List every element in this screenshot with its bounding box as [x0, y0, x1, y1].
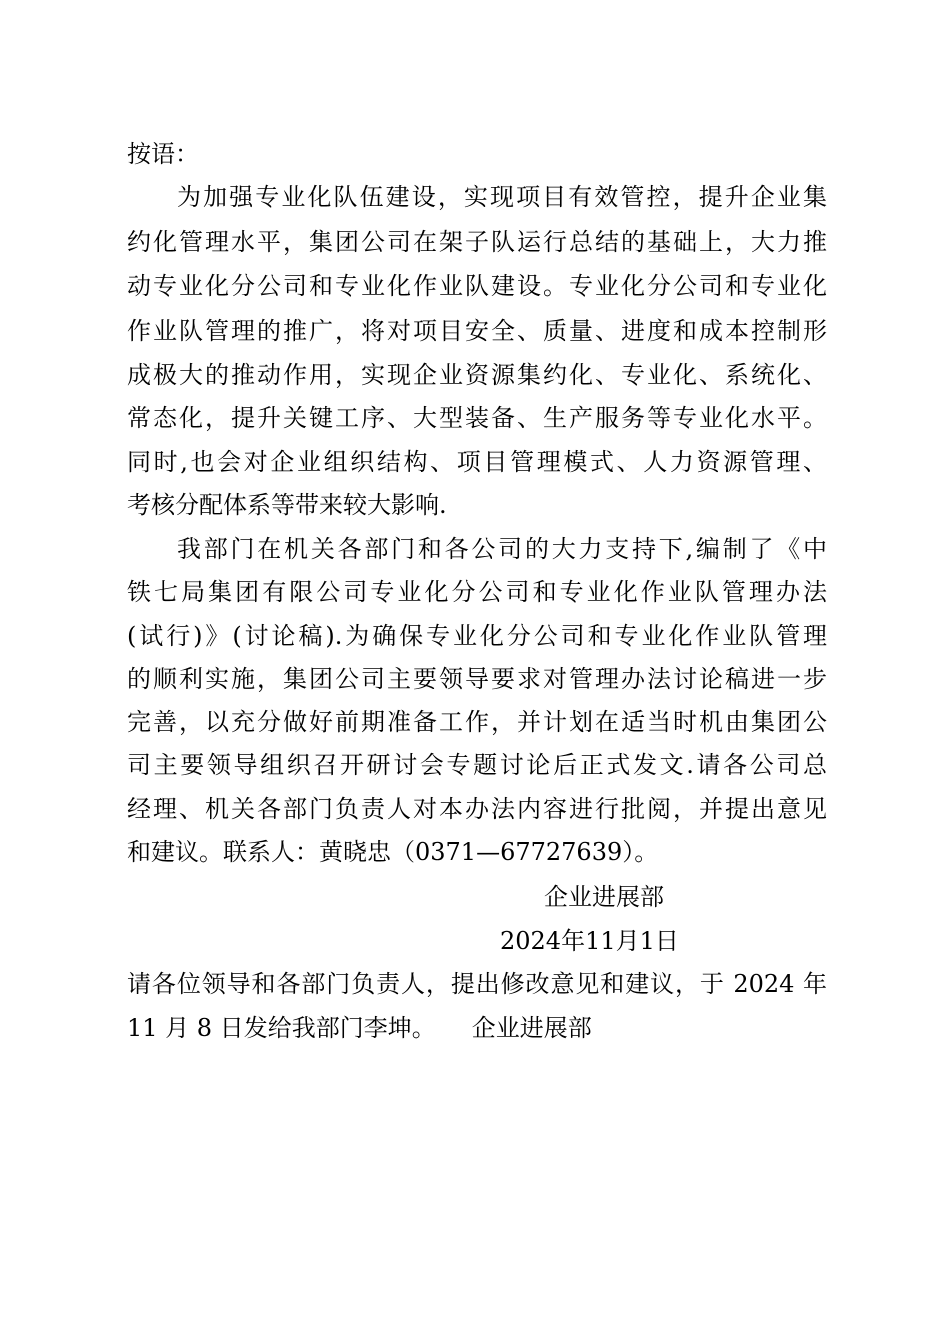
paragraph2-line-5: 完善，以充分做好前期准备工作，并计划在适当时机由集团公	[127, 708, 827, 736]
paragraph1-line-7: 同时,也会对企业组织结构、项目管理模式、人力资源管理、	[127, 448, 827, 476]
paragraph2-line-8: 和建议。联系人：黄晓忠（0371—67727639）。	[127, 838, 659, 866]
paragraph2-line-1: 我部门在机关各部门和各公司的大力支持下,编制了《中	[177, 535, 827, 563]
paragraph1-line-2: 约化管理水平，集团公司在架子队运行总结的基础上，大力推	[127, 228, 827, 256]
paragraph2-line-7: 经理、机关各部门负责人对本办法内容进行批阅，并提出意见	[127, 795, 827, 823]
note-line-2: 11 月 8 日发给我部门李坤。 企业进展部	[127, 1014, 592, 1042]
paragraph2-line-4: 的顺利实施，集团公司主要领导要求对管理办法讨论稿进一步	[127, 665, 827, 693]
paragraph2-line-2: 铁七局集团有限公司专业化分公司和专业化作业队管理办法	[127, 578, 827, 606]
paragraph2-line-3: (试行)》(讨论稿).为确保专业化分公司和专业化作业队管理	[127, 622, 827, 650]
heading: 按语：	[127, 140, 199, 168]
paragraph1-line-6: 常态化，提升关键工序、大型装备、生产服务等专业化水平。	[127, 404, 827, 432]
paragraph1-line-3: 动专业化分公司和专业化作业队建设。专业化分公司和专业化	[127, 272, 827, 300]
paragraph1-line-1: 为加强专业化队伍建设，实现项目有效管控，提升企业集	[177, 183, 827, 211]
paragraph2-line-6: 司主要领导组织召开研讨会专题讨论后正式发文.请各公司总	[127, 751, 827, 779]
signature-date: 2024年11月1日	[500, 927, 679, 955]
paragraph1-line-8: 考核分配体系等带来较大影响.	[127, 491, 447, 519]
signature-department: 企业进展部	[544, 883, 664, 911]
paragraph1-line-5: 成极大的推动作用，实现企业资源集约化、专业化、系统化、	[127, 361, 827, 389]
note-line-1: 请各位领导和各部门负责人，提出修改意见和建议，于 2024 年	[127, 970, 827, 998]
paragraph1-line-4: 作业队管理的推广，将对项目安全、质量、进度和成本控制形	[127, 317, 827, 345]
